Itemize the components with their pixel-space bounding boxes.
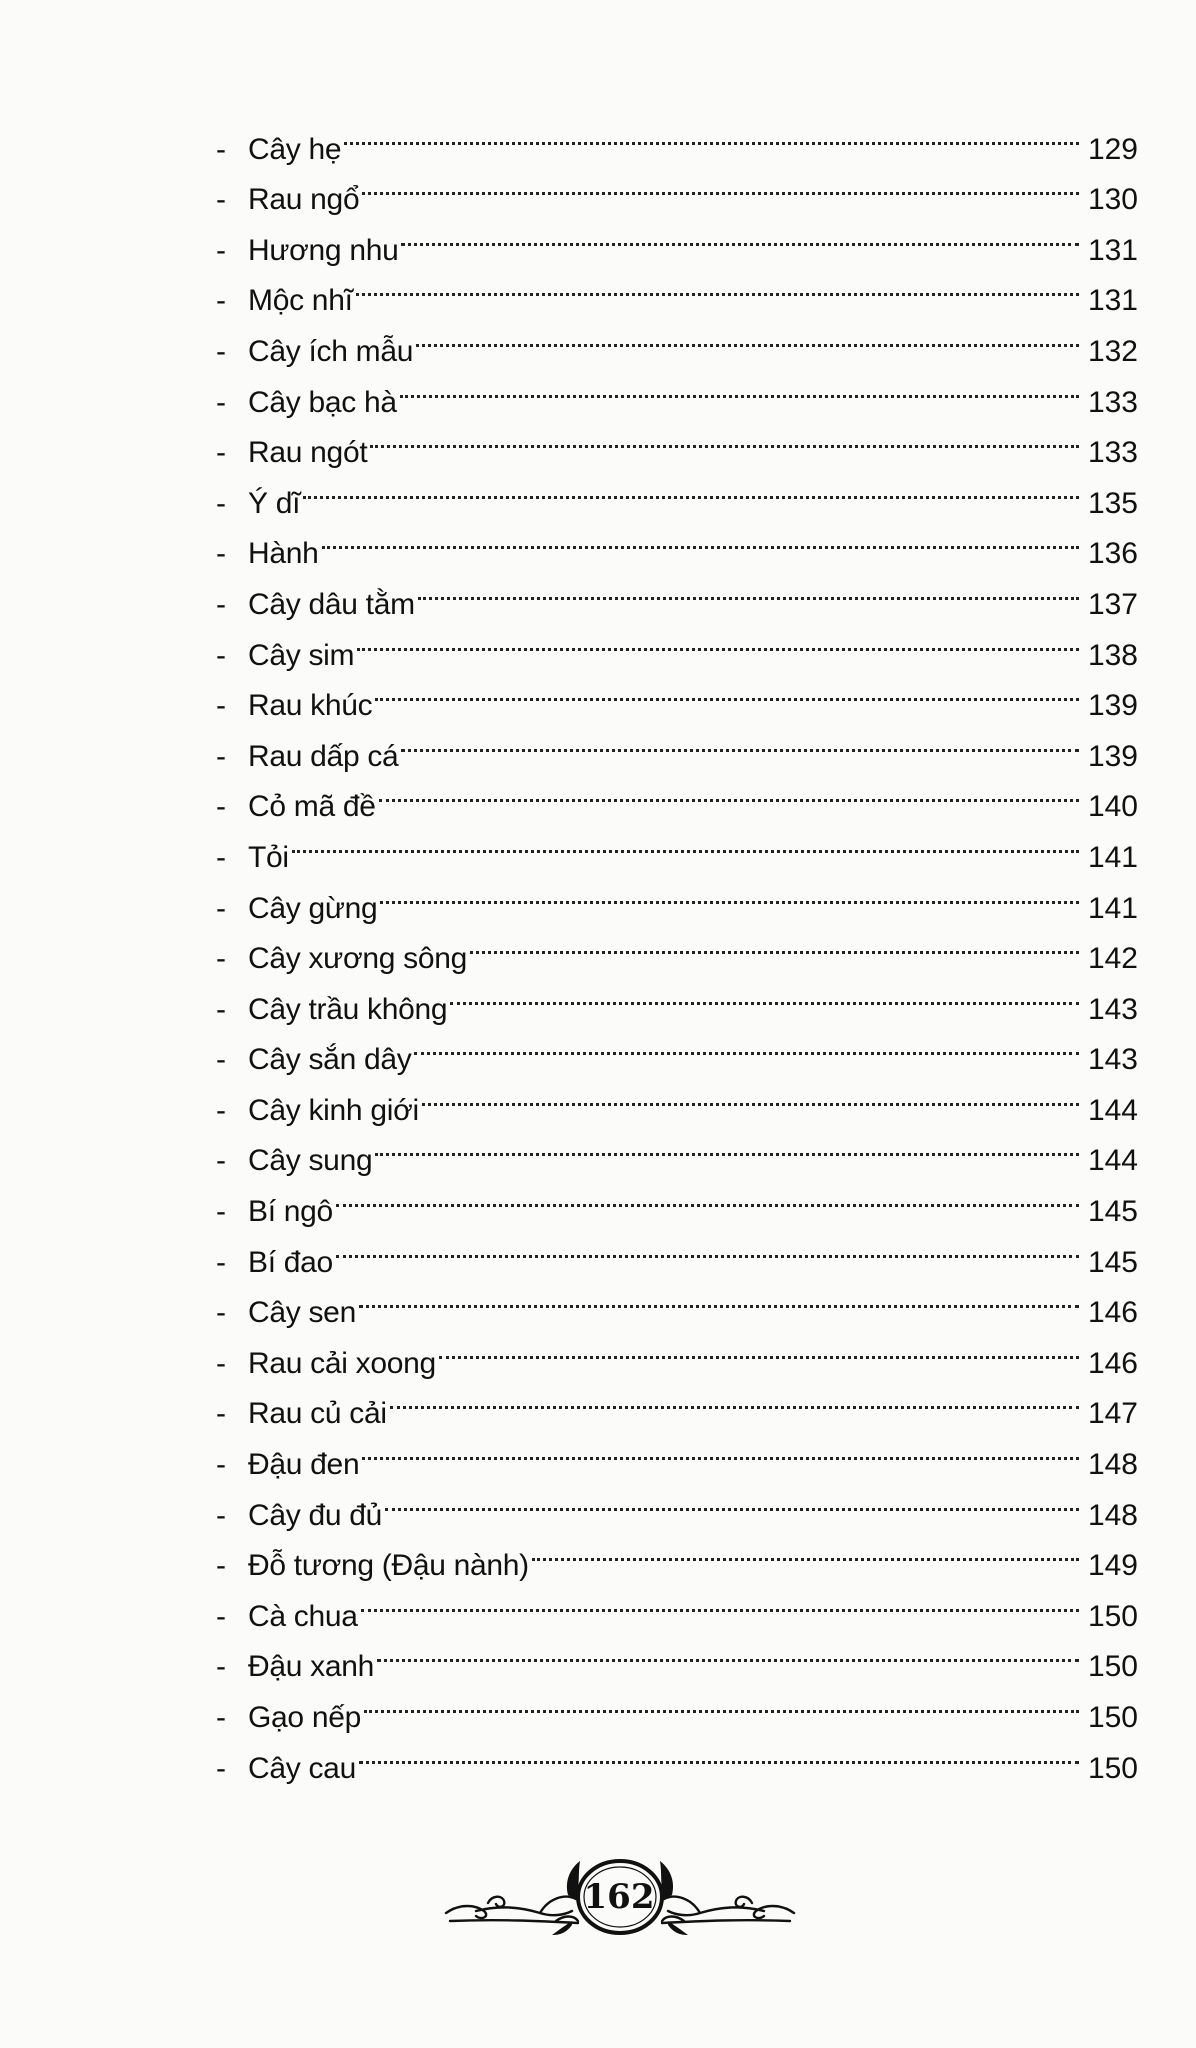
toc-dot-leader [292, 816, 1079, 867]
toc-dot-leader [400, 361, 1079, 412]
toc-dot-leader [359, 1272, 1079, 1323]
toc-entry-page-number: 148 [1087, 1498, 1138, 1532]
toc-entry-page-number: 141 [1087, 891, 1138, 925]
toc-entry-bullet: - [216, 1650, 226, 1684]
toc-entry-page-number: 129 [1087, 132, 1138, 166]
toc-entry-bullet: - [216, 1043, 226, 1077]
toc-entry-page-number: 133 [1087, 385, 1138, 419]
toc-dot-leader [377, 1626, 1079, 1677]
toc-entry-title: Cây sim [248, 638, 355, 672]
toc-entry-title: Cây cau [248, 1751, 356, 1785]
toc-dot-leader [450, 968, 1079, 1019]
toc-entry-title: Đậu đen [248, 1448, 360, 1482]
toc-dot-leader [359, 1727, 1079, 1778]
toc-entry [216, 665, 1138, 723]
toc-entry-page-number: 133 [1087, 436, 1138, 470]
toc-entry-bullet: - [216, 486, 226, 520]
toc-entry-page-number: 141 [1087, 840, 1138, 874]
toc-entry-bullet: - [216, 1346, 226, 1380]
toc-entry-bullet: - [216, 132, 226, 166]
toc-entry-title: Rau dấp cá [248, 739, 399, 773]
toc-entry-bullet: - [216, 183, 226, 217]
toc-entry-page-number: 139 [1087, 689, 1138, 723]
toc-entry-title: Cây sung [248, 1144, 373, 1178]
toc-entry-page-number: 142 [1087, 942, 1138, 976]
toc-entry-page-number: 147 [1087, 1397, 1138, 1431]
toc-dot-leader [375, 1120, 1079, 1171]
toc-entry-title: Rau ngổ [248, 183, 360, 217]
toc-entry-title: Rau ngót [248, 436, 368, 470]
toc-entry-title: Đậu xanh [248, 1650, 375, 1684]
toc-dot-leader [380, 867, 1079, 918]
toc-entry-bullet: - [216, 1599, 226, 1633]
toc-dot-leader [390, 1373, 1079, 1424]
toc-entry-bullet: - [216, 1397, 226, 1431]
toc-entry-page-number: 145 [1087, 1245, 1138, 1279]
toc-entry-title: Ý dĩ [248, 486, 301, 520]
toc-entry-page-number: 150 [1087, 1650, 1138, 1684]
toc-dot-leader [470, 918, 1079, 969]
toc-entry-title: Mộc nhĩ [248, 284, 353, 318]
toc-entry [216, 513, 1138, 571]
toc-entry-bullet: - [216, 233, 226, 267]
toc-entry-page-number: 150 [1087, 1701, 1138, 1734]
toc-dot-leader [418, 563, 1079, 614]
toc-entry-title: Cây xương sông [248, 942, 467, 976]
toc-entry-title: Cây gừng [248, 891, 378, 925]
toc-entry-page-number: 136 [1087, 537, 1138, 571]
toc-entry-bullet: - [216, 1701, 226, 1734]
toc-entry-page-number: 144 [1087, 1144, 1138, 1178]
toc-entry-bullet: - [216, 739, 226, 773]
toc-entry-page-number: 132 [1087, 334, 1138, 368]
toc-entry-bullet: - [216, 587, 226, 621]
toc-dot-leader [361, 1575, 1079, 1626]
toc-entry-page-number: 143 [1087, 1043, 1138, 1077]
toc-entry-title: Cây sen [248, 1296, 356, 1330]
toc-entry-title: Cây bạc hà [248, 385, 397, 419]
toc-entry-page-number: 140 [1087, 790, 1138, 824]
toc-entry-page-number: 146 [1087, 1296, 1138, 1330]
toc-entry-page-number: 144 [1087, 1093, 1138, 1127]
toc-entry-page-number: 138 [1087, 638, 1138, 672]
toc-entry-page-number: 150 [1087, 1599, 1138, 1633]
toc-entry-title: Cây trầu không [248, 992, 448, 1026]
toc-entry-bullet: - [216, 790, 226, 824]
toc-entry-bullet: - [216, 1144, 226, 1178]
toc-entry-bullet: - [216, 334, 226, 368]
toc-entry-title: Tỏi [248, 840, 289, 874]
toc-entry-page-number: 135 [1087, 486, 1138, 520]
toc-entry-title: Hương nhu [248, 233, 399, 267]
toc-entry-page-number: 145 [1087, 1195, 1138, 1229]
toc-entry-page-number: 149 [1087, 1549, 1138, 1583]
toc-dot-leader [401, 209, 1079, 260]
toc-entry-bullet: - [216, 284, 226, 318]
toc-dot-leader [362, 159, 1079, 210]
toc-entry-page-number: 131 [1087, 233, 1138, 267]
toc-dot-leader [385, 1474, 1079, 1525]
toc-entry [216, 867, 1138, 925]
toc-entry [216, 1170, 1138, 1229]
toc-dot-leader [422, 1069, 1079, 1120]
toc-dot-leader [532, 1525, 1079, 1576]
toc-entry [216, 816, 1138, 874]
toc-entry-title: Rau khúc [248, 689, 373, 723]
toc-entry-page-number: 148 [1087, 1448, 1138, 1482]
toc-entry-page-number: 130 [1087, 183, 1138, 217]
toc-entry-title: Rau củ cải [248, 1397, 387, 1431]
toc-entry-bullet: - [216, 1296, 226, 1330]
toc-dot-leader [439, 1322, 1079, 1373]
toc-entry [216, 159, 1138, 217]
toc-entry-title: Gạo nếp [248, 1701, 361, 1734]
toc-dot-leader [344, 108, 1079, 159]
toc-dot-leader [379, 766, 1079, 817]
toc-entry-bullet: - [216, 436, 226, 470]
toc-entry-bullet: - [216, 1093, 226, 1127]
toc-dot-leader [364, 1676, 1079, 1727]
toc-entry-bullet: - [216, 638, 226, 672]
toc-entry-page-number: 137 [1087, 587, 1138, 621]
toc-entry-title: Cây ích mẫu [248, 334, 414, 368]
toc-entry [216, 1272, 1138, 1330]
toc-entry-page-number: 150 [1087, 1751, 1138, 1785]
toc-dot-leader [401, 715, 1079, 766]
toc-entry-bullet: - [216, 1549, 226, 1583]
toc-entry-bullet: - [216, 840, 226, 874]
toc-entry-title: Rau cải xoong [248, 1346, 436, 1380]
toc-entry-title: Cỏ mã đề [248, 790, 376, 824]
toc-dot-leader [362, 1423, 1079, 1474]
toc-entry-bullet: - [216, 942, 226, 976]
toc-entry [216, 1221, 1138, 1279]
toc-entry-bullet: - [216, 1448, 226, 1482]
toc-entry-title: Cà chua [248, 1599, 358, 1633]
toc-entry-title: Bí ngô [248, 1195, 333, 1229]
toc-entry-bullet: - [216, 992, 226, 1026]
toc-dot-leader [322, 513, 1079, 564]
toc-dot-leader [336, 1221, 1079, 1272]
toc-entry-page-number: 131 [1087, 284, 1138, 318]
toc-entry [216, 563, 1138, 621]
toc-entry-title: Cây dâu tằm [248, 587, 415, 621]
toc-dot-leader [416, 310, 1079, 361]
toc-entry-bullet: - [216, 689, 226, 723]
toc-dot-leader [303, 462, 1079, 513]
toc-dot-leader [336, 1170, 1079, 1221]
table-of-contents [216, 108, 1138, 1785]
toc-entry [216, 310, 1138, 368]
toc-entry-title: Đỗ tương (Đậu nành) [248, 1549, 529, 1583]
toc-entry-title: Cây hẹ [248, 132, 342, 166]
toc-entry-bullet: - [216, 891, 226, 925]
toc-entry-bullet: - [216, 1245, 226, 1279]
toc-entry-title: Hành [248, 537, 319, 571]
toc-entry-bullet: - [216, 1498, 226, 1532]
toc-dot-leader [370, 412, 1079, 463]
toc-entry-title: Cây sắn dây [248, 1043, 412, 1077]
toc-entry [216, 462, 1138, 520]
toc-entry-page-number: 146 [1087, 1346, 1138, 1380]
toc-entry-page-number: 143 [1087, 992, 1138, 1026]
toc-dot-leader [356, 260, 1079, 311]
toc-entry-bullet: - [216, 385, 226, 419]
toc-entry [216, 108, 1138, 166]
toc-dot-leader [357, 614, 1079, 665]
page-number: 162 [583, 1877, 655, 1917]
toc-entry-title: Bí đao [248, 1245, 333, 1279]
toc-entry-bullet: - [216, 537, 226, 571]
toc-dot-leader [414, 1019, 1079, 1070]
toc-entry-title: Cây kinh giới [248, 1093, 419, 1127]
toc-dot-leader [375, 665, 1079, 716]
toc-entry-title: Cây đu đủ [248, 1498, 383, 1532]
toc-entry-bullet: - [216, 1195, 226, 1229]
toc-entry-page-number: 139 [1087, 739, 1138, 773]
toc-entry-bullet: - [216, 1751, 226, 1785]
